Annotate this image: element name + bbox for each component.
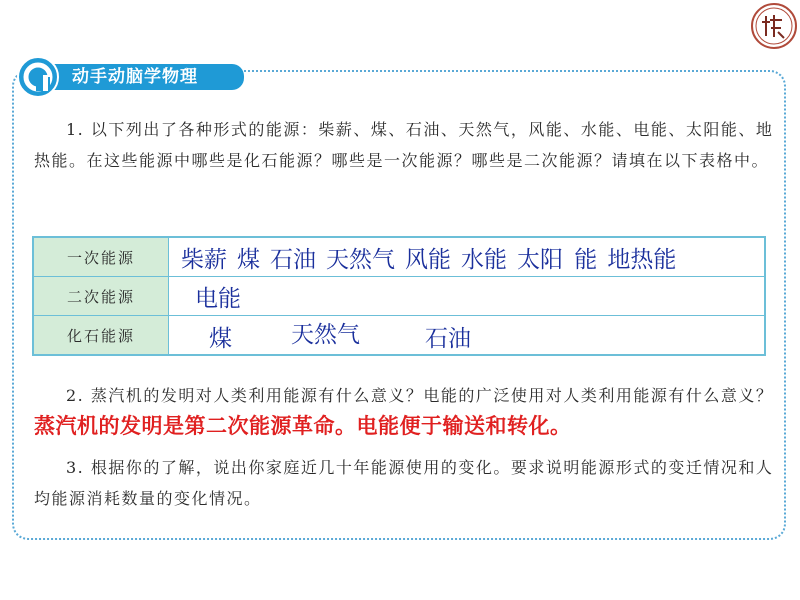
section-banner (16, 55, 246, 99)
section-title: 动手动脑学物理 (38, 64, 244, 90)
table-row (33, 237, 765, 277)
answer-cell-secondary (169, 277, 766, 316)
answer-cell-fossil: 煤 天然气 石油 (169, 316, 766, 356)
question-1-text: 1. 以下列出了各种形式的能源：柴薪、煤、石油、天然气，风能、水能、电能、太阳能、地热能。在这些能源中哪些是化石能源？哪些是一次能源？哪些是二次能源？请填在以下表格中。 (34, 120, 774, 170)
handwritten-answer: 柴薪 煤 石油 天然气 风能 水能 太阳 能 地热能 (181, 246, 677, 273)
seal-logo (750, 2, 798, 50)
table-row (33, 277, 765, 316)
question-3-text: 3. 根据你的了解，说出你家庭近几十年能源使用的变化。要求说明能源形式的变迁情况和人均能源消耗数量的变化情况。 (34, 458, 774, 508)
question-2-answer: 蒸汽机的发明是第二次能源革命。电能便于输送和转化。 (34, 414, 572, 438)
question-2-text (34, 380, 774, 443)
row-label-fossil: 化石能源 (33, 316, 169, 356)
row-label-primary: 一次能源 (33, 237, 169, 277)
brain-logo-icon (16, 55, 60, 99)
answer-cell-primary (169, 237, 766, 277)
energy-table (32, 236, 766, 356)
question-2-prompt: 2. 蒸汽机的发明对人类利用能源有什么意义？电能的广泛使用对人类利用能源有什么意义？ (66, 386, 774, 405)
handwritten-answer: 电能 (195, 285, 241, 312)
row-label-secondary: 二次能源 (33, 277, 169, 316)
table-row (33, 316, 765, 356)
